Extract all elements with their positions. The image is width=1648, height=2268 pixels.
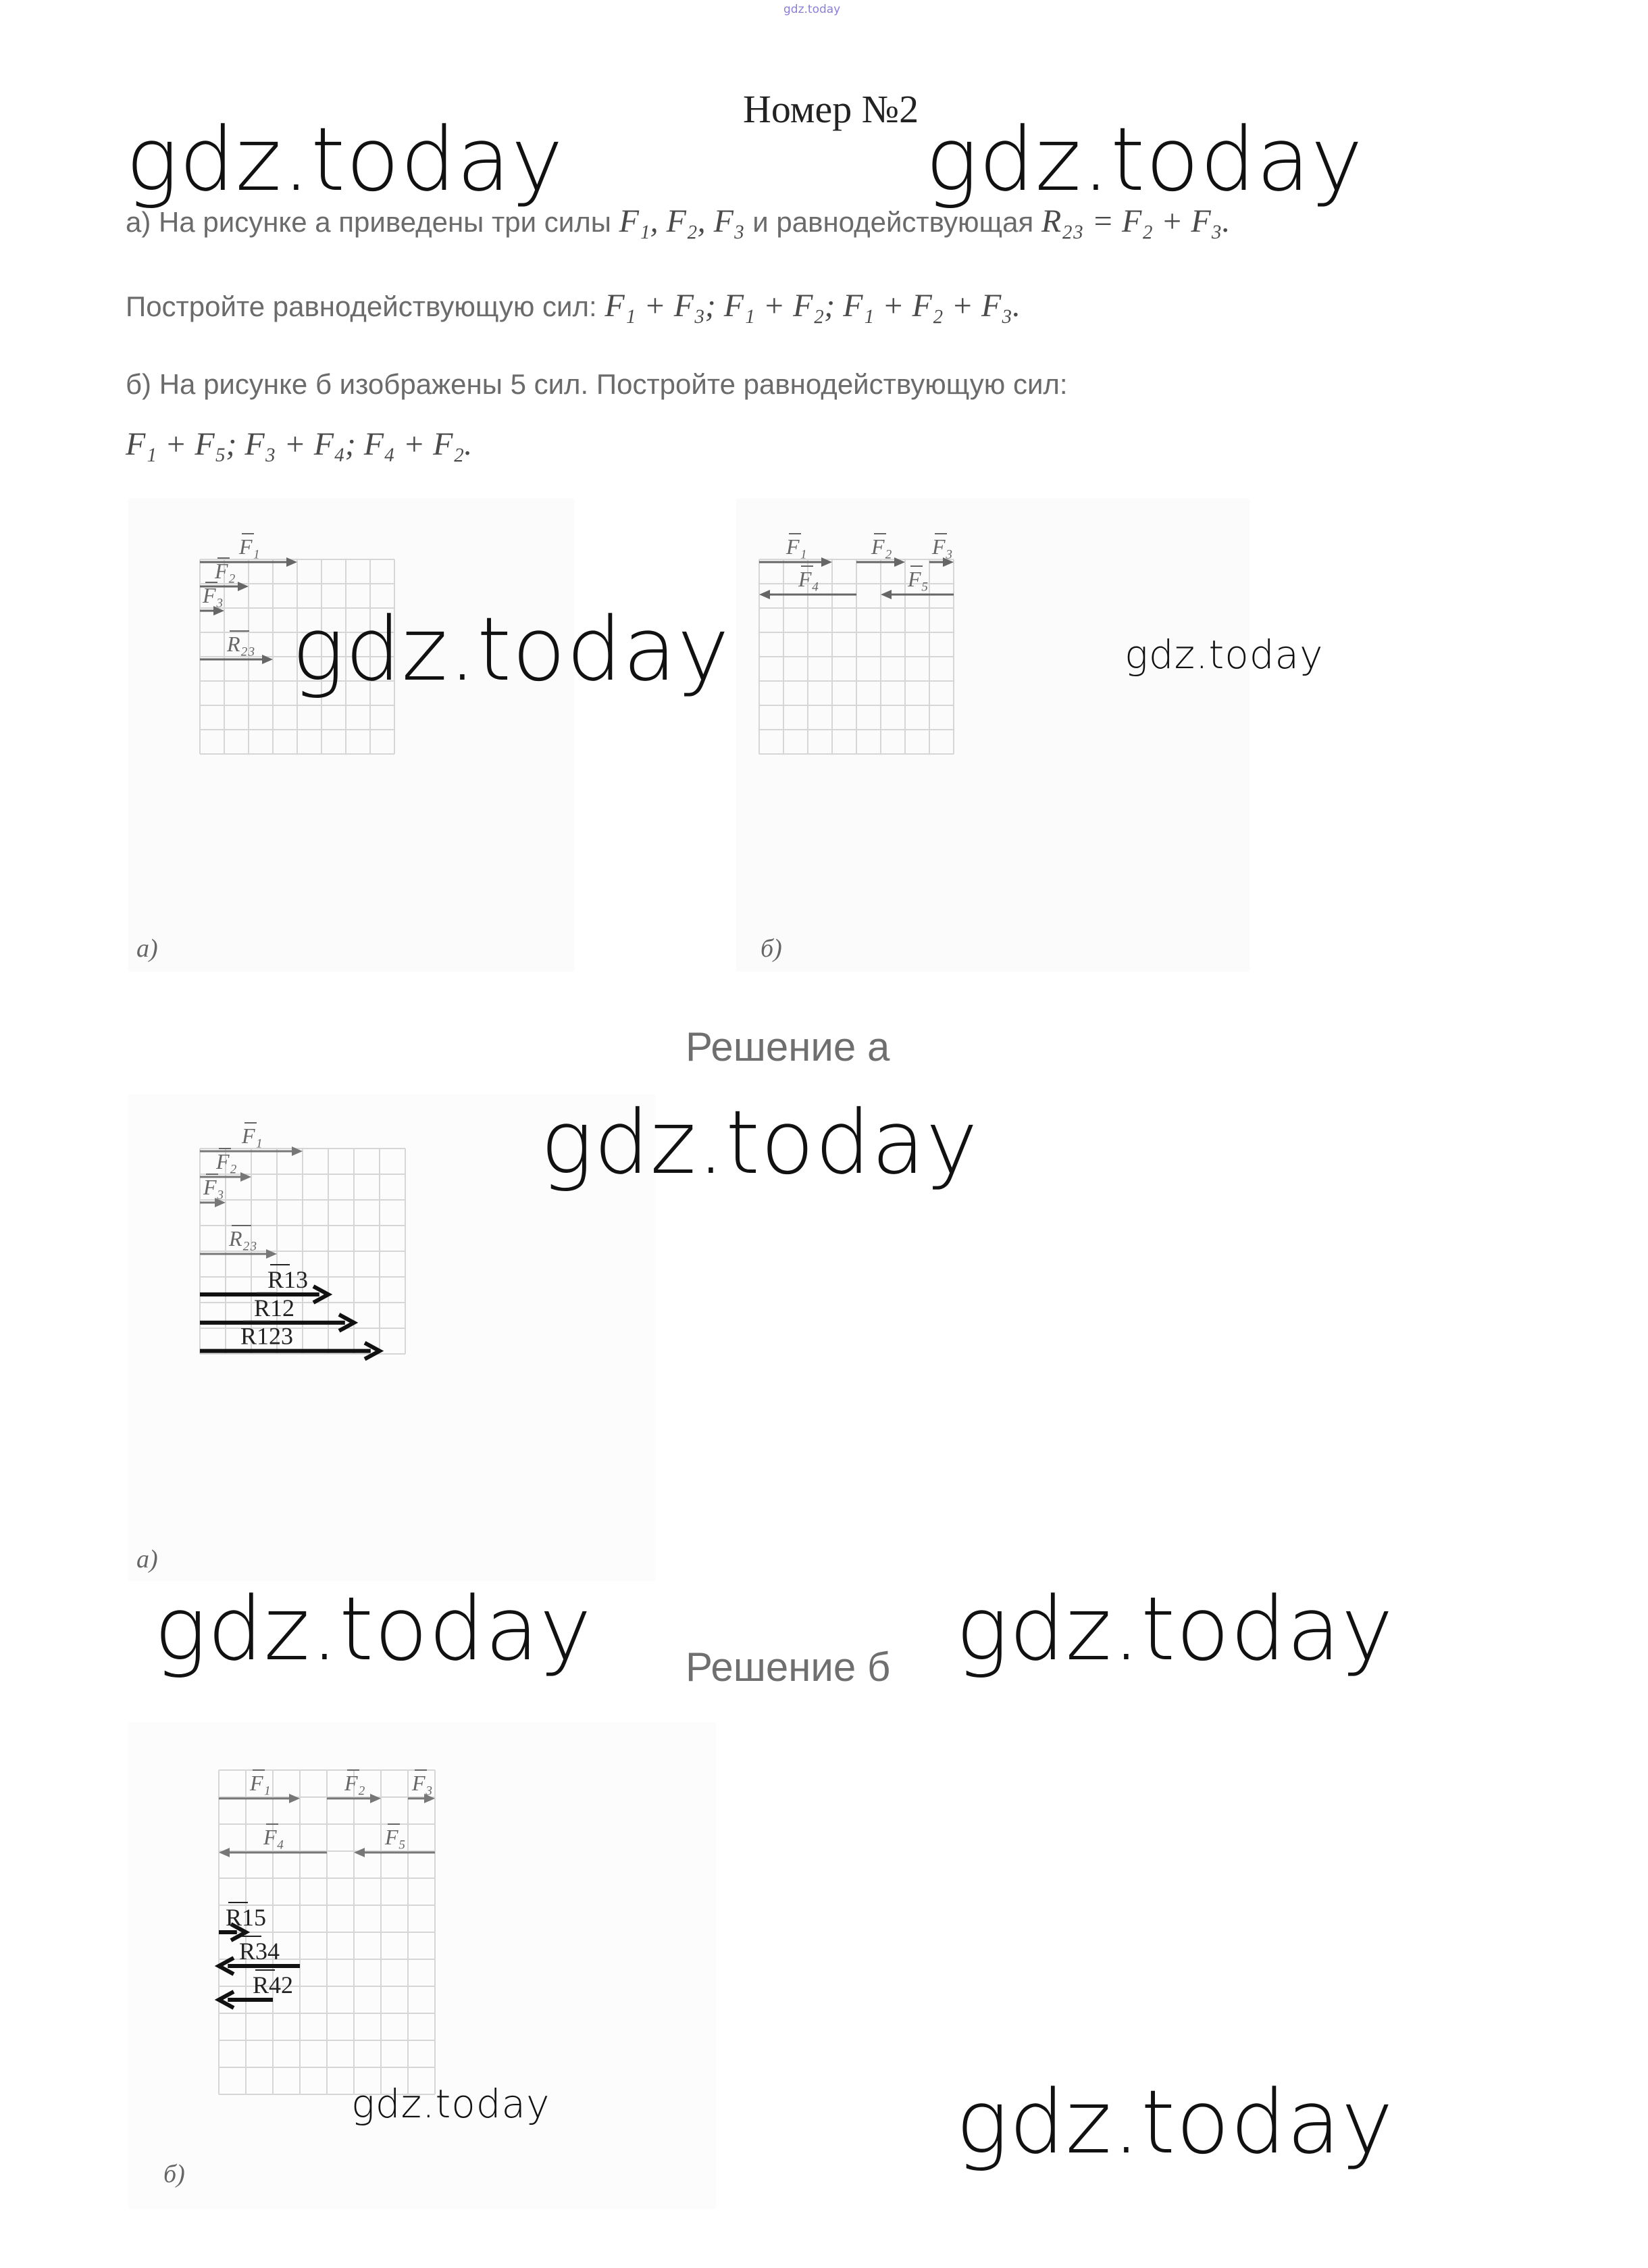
vector-label: R123 xyxy=(240,1322,294,1350)
page-title: Номер №2 xyxy=(743,87,919,131)
figure-b xyxy=(736,499,1250,972)
task-line-b2 xyxy=(126,426,472,463)
vector-label: R15 xyxy=(226,1904,267,1931)
task-a1-mid: и равнодействующая xyxy=(752,206,1034,238)
vector-label: F₂ xyxy=(215,559,236,583)
watermark: gdz.today xyxy=(154,1578,592,1680)
vector-label: F₅ xyxy=(385,1825,406,1849)
task-a2-formula: F₁ + F₃; F₁ + F₂; F₁ + F₂ + F₃. xyxy=(604,288,1021,324)
task-line-a2 xyxy=(126,287,1021,324)
vector-label: F₂ xyxy=(871,534,892,559)
vector-label: R34 xyxy=(239,1938,280,1965)
vector-label: F₁ xyxy=(242,1124,263,1148)
solution-a-heading: Решение а xyxy=(686,1024,890,1069)
vector-label: F₃ xyxy=(932,534,953,559)
top-watermark: gdz.today xyxy=(783,3,841,16)
task-b2-formula: F₁ + F₅; F₃ + F₄; F₄ + F₂. xyxy=(126,426,473,462)
vector-label: R42 xyxy=(253,1971,294,1998)
watermark: gdz.today xyxy=(956,2071,1394,2173)
vector-label: R₂₃ xyxy=(227,632,255,656)
task-a1-text: а) На рисунке а приведены три силы xyxy=(126,206,611,238)
task-line-b1: б) На рисунке б изображены 5 сил. Постройте равнодействующую сил: xyxy=(126,368,1068,400)
vector-label: F₂ xyxy=(344,1771,365,1795)
vector-label: F₁ xyxy=(786,534,807,559)
figure-b-label: б) xyxy=(761,934,782,963)
watermark: gdz.today xyxy=(1125,632,1324,678)
vector-label: F₁ xyxy=(250,1771,271,1795)
vector-label: F₃ xyxy=(203,1175,224,1199)
figure-a xyxy=(128,499,574,972)
solution-b-figure xyxy=(128,1723,716,2209)
solution-a-label: а) xyxy=(136,1545,158,1573)
watermark: gdz.today xyxy=(126,108,564,211)
watermark: gdz.today xyxy=(956,1578,1394,1680)
vector-label: F₃ xyxy=(412,1771,433,1795)
task-a1-forces: F₁, F₂, F₃ xyxy=(619,203,745,239)
vector-label: F₃ xyxy=(203,583,224,607)
task-a1-formula: R₂₃ = F₂ + F₃. xyxy=(1041,203,1231,239)
vector-label: F₄ xyxy=(263,1825,284,1849)
solution-b-heading: Решение б xyxy=(686,1644,891,1690)
vector-label: R₂₃ xyxy=(229,1226,257,1251)
watermark: gdz.today xyxy=(540,1091,979,1194)
vector-label: F₁ xyxy=(239,534,260,559)
vector-label: R13 xyxy=(267,1266,309,1293)
watermark: gdz.today xyxy=(925,108,1364,211)
vector-label: F₂ xyxy=(216,1149,237,1174)
solution-b-label: б) xyxy=(163,2160,185,2188)
vector-label: F₅ xyxy=(908,567,929,591)
watermark: gdz.today xyxy=(351,2081,550,2127)
vector-label: F₄ xyxy=(798,567,819,591)
vector-label: R12 xyxy=(254,1294,295,1321)
task-a2-text: Постройте равнодействующую сил: xyxy=(126,291,597,322)
figure-a-label: а) xyxy=(136,934,158,963)
watermark: gdz.today xyxy=(292,598,730,701)
